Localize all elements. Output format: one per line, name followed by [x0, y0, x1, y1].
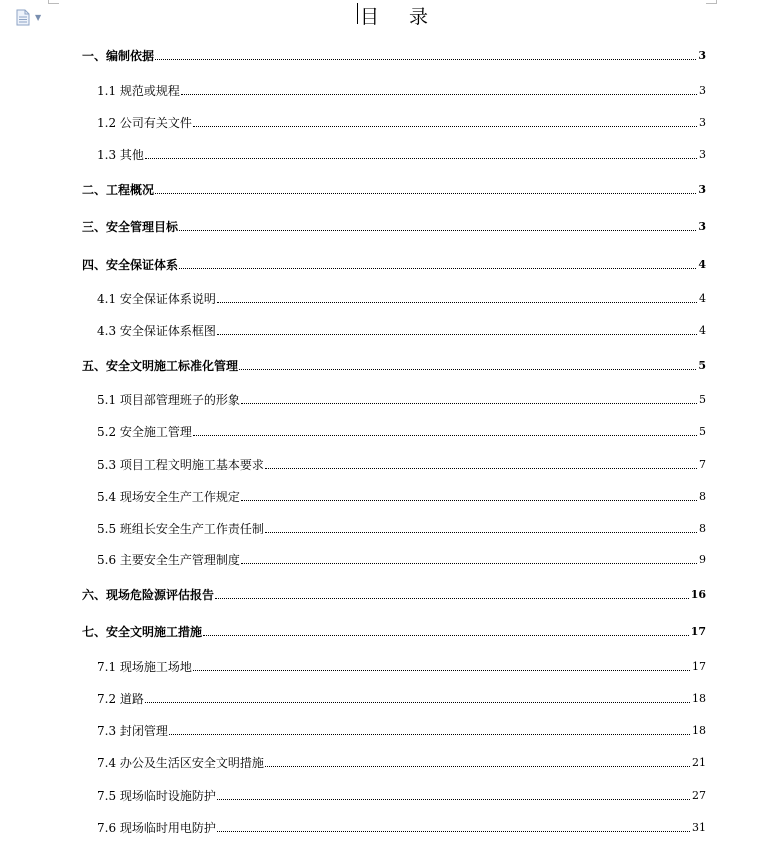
- toc-entry-page-number: 27: [692, 789, 706, 802]
- toc-entry[interactable]: [97, 520, 706, 536]
- toc-entry-label: 5.6 主要安全生产管理制度: [97, 553, 240, 567]
- toc-entry[interactable]: [97, 787, 706, 803]
- toc-entry-page-number: 3: [699, 116, 706, 129]
- toc-entry-label: 1.3 其他: [97, 148, 144, 162]
- toc-entry-label: 5.3 项目工程文明施工基本要求: [97, 458, 264, 472]
- toc-entry[interactable]: [97, 456, 706, 472]
- toc-entry[interactable]: [97, 658, 706, 674]
- toc-entry-label: 一、编制依据: [82, 49, 155, 63]
- toc-title-char-1: 目: [360, 6, 380, 28]
- text-cursor: [357, 3, 358, 24]
- toc-entry-page-number: 4: [699, 324, 706, 337]
- toc-title-char-2: 录: [409, 6, 429, 28]
- toc-entry-page-number: 4: [699, 292, 706, 305]
- toc-dot-leader: [217, 830, 690, 832]
- toc-entry-label: 7.3 封闭管理: [97, 724, 168, 738]
- toc-entry[interactable]: [97, 690, 706, 706]
- toc-entry-label: 7.6 现场临时用电防护: [97, 821, 216, 835]
- toc-entry[interactable]: [97, 488, 706, 504]
- toc-entry-label: 1.1 规范或规程: [97, 84, 180, 98]
- toc-dot-leader: [241, 402, 697, 404]
- toc-entry-label: 7.5 现场临时设施防护: [97, 789, 216, 803]
- toc-dot-leader: [215, 597, 689, 599]
- toc-dot-leader: [265, 467, 697, 469]
- toc-title: [360, 2, 428, 29]
- toc-entry-page-number: 8: [699, 522, 706, 535]
- toc-entry-page-number: 3: [698, 183, 706, 196]
- toc-entry[interactable]: [82, 586, 706, 602]
- toc-entry[interactable]: [97, 290, 706, 306]
- toc-dot-leader: [179, 267, 696, 269]
- toc-entry-page-number: 17: [690, 625, 706, 638]
- toc-dot-leader: [265, 765, 690, 767]
- toc-entry[interactable]: [97, 551, 706, 567]
- toc-entry[interactable]: [97, 322, 706, 338]
- toc-entry-page-number: 7: [699, 458, 706, 471]
- toc-entry[interactable]: [82, 357, 706, 373]
- toc-entry-page-number: 5: [698, 359, 706, 372]
- toc-entry-page-number: 9: [699, 553, 706, 566]
- toc-entry-label: 二、工程概况: [82, 183, 155, 197]
- toc-entry-page-number: 8: [699, 490, 706, 503]
- document-icon[interactable]: [16, 9, 30, 26]
- toc-entry-label: 5.2 安全施工管理: [97, 425, 192, 439]
- toc-dot-leader: [179, 229, 696, 231]
- toc-entry[interactable]: [97, 114, 706, 130]
- toc-dot-leader: [217, 798, 690, 800]
- toc-entry-page-number: 5: [699, 425, 706, 438]
- toc-entry-page-number: 3: [698, 49, 706, 62]
- toc-entry[interactable]: [82, 181, 706, 197]
- toc-entry-label: 7.1 现场施工场地: [97, 660, 192, 674]
- toc-entry-page-number: 5: [699, 393, 706, 406]
- toc-entry-page-number: 16: [690, 588, 706, 601]
- toc-entry-label: 5.4 现场安全生产工作规定: [97, 490, 240, 504]
- toc-dot-leader: [193, 669, 690, 671]
- toc-entry[interactable]: [82, 256, 706, 272]
- toc-entry-label: 7.4 办公及生活区安全文明措施: [97, 756, 264, 770]
- page-corner-mark-left: [48, 0, 59, 4]
- toc-entry-page-number: 18: [692, 692, 706, 705]
- toc-dot-leader: [193, 434, 697, 436]
- toc-dot-leader: [239, 368, 696, 370]
- toc-entry-label: 5.5 班组长安全生产工作责任制: [97, 522, 264, 536]
- toc-entry-page-number: 18: [692, 724, 706, 737]
- toc-dot-leader: [155, 192, 696, 194]
- page-corner-mark-right: [706, 0, 717, 4]
- toc-entry[interactable]: [97, 391, 706, 407]
- chevron-down-icon[interactable]: ▼: [35, 13, 42, 22]
- toc-entry-label: 5.1 项目部管理班子的形象: [97, 393, 240, 407]
- toc-dot-leader: [169, 733, 690, 735]
- toc-entry[interactable]: [97, 722, 706, 738]
- toc-entry-label: 四、安全保证体系: [82, 258, 179, 272]
- toc-dot-leader: [265, 531, 697, 533]
- toc-entry[interactable]: [82, 218, 706, 234]
- toc-dot-leader: [193, 125, 697, 127]
- toc-entry[interactable]: [97, 754, 706, 770]
- toc-dot-leader: [241, 562, 697, 564]
- toc-entry-page-number: 3: [699, 84, 706, 97]
- toc-entry[interactable]: [97, 82, 706, 98]
- toc-entry-page-number: 3: [699, 148, 706, 161]
- toc-entry-label: 4.3 安全保证体系框图: [97, 324, 216, 338]
- toc-entry-label: 七、安全文明施工措施: [82, 625, 203, 639]
- toc-entry-label: 五、安全文明施工标准化管理: [82, 359, 239, 373]
- toc-entry-page-number: 3: [698, 220, 706, 233]
- toc-entry[interactable]: [97, 146, 706, 162]
- toc-entry[interactable]: [82, 623, 706, 639]
- toc-dot-leader: [145, 701, 690, 703]
- toc-entry-page-number: 17: [692, 660, 706, 673]
- toc-dot-leader: [203, 634, 689, 636]
- toc-entry-label: 4.1 安全保证体系说明: [97, 292, 216, 306]
- toc-entry-page-number: 21: [692, 756, 706, 769]
- toc-dot-leader: [145, 157, 697, 159]
- toc-entry-page-number: 31: [692, 821, 706, 834]
- toc-entry[interactable]: [97, 819, 706, 835]
- toc-entry-label: 7.2 道路: [97, 692, 144, 706]
- toc-dot-leader: [217, 301, 697, 303]
- toc-entry[interactable]: [82, 47, 706, 63]
- toc-entry-label: 三、安全管理目标: [82, 220, 179, 234]
- toc-dot-leader: [241, 499, 697, 501]
- toc-entry-page-number: 4: [698, 258, 706, 271]
- toc-entry-label: 六、现场危险源评估报告: [82, 588, 215, 602]
- toc-dot-leader: [217, 333, 697, 335]
- toc-dot-leader: [181, 93, 697, 95]
- toc-dot-leader: [155, 58, 696, 60]
- toc-entry-label: 1.2 公司有关文件: [97, 116, 192, 130]
- toc-entry[interactable]: [97, 423, 706, 439]
